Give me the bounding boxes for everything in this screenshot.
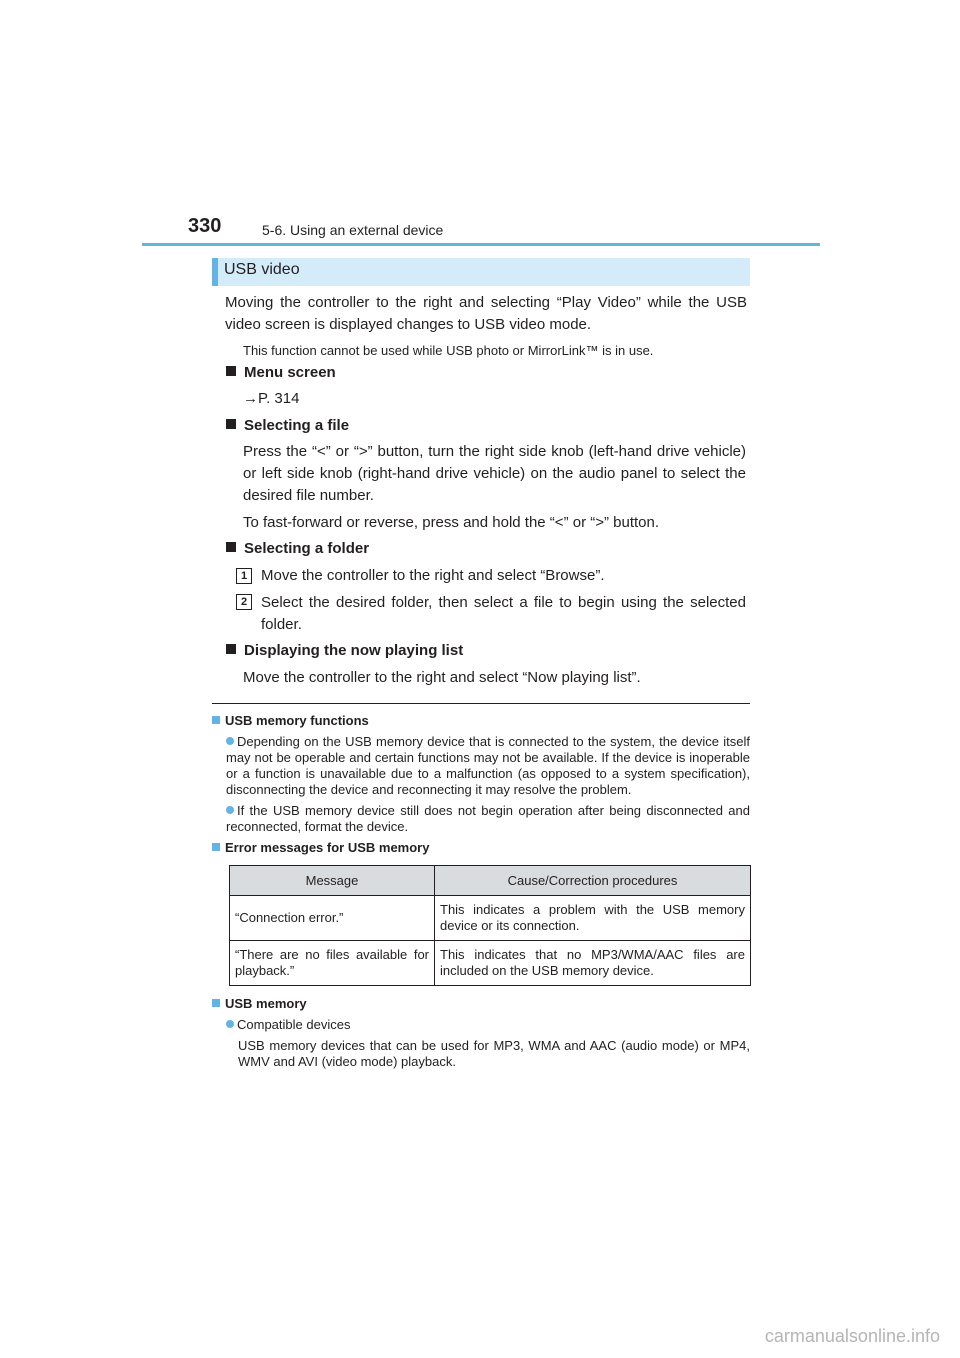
menu-screen-heading: Menu screen bbox=[226, 364, 336, 381]
step-text-1: Move the controller to the right and select “Browse”. bbox=[261, 567, 605, 584]
table-header-row bbox=[230, 866, 751, 896]
circle-bullet-icon bbox=[226, 1020, 234, 1028]
now-playing-heading: Displaying the now playing list bbox=[226, 642, 463, 659]
square-bullet-icon bbox=[212, 716, 220, 724]
square-bullet-icon bbox=[212, 999, 220, 1007]
usb-functions-heading: USB memory functions bbox=[212, 713, 369, 728]
chapter-title: 5-6. Using an external device bbox=[262, 222, 444, 238]
header-rule bbox=[142, 243, 820, 246]
table-row bbox=[230, 896, 751, 941]
step-number-1: 1 bbox=[236, 568, 252, 584]
step-text-2: Select the desired folder, then select a file to begin using the selected folder. bbox=[261, 594, 746, 633]
menu-screen-page-ref[interactable]: →P. 314 bbox=[243, 390, 300, 407]
circle-bullet-icon bbox=[226, 806, 234, 814]
square-bullet-icon bbox=[212, 843, 220, 851]
step-number-2: 2 bbox=[236, 594, 252, 610]
usb-memory-heading: USB memory bbox=[212, 996, 307, 1011]
table-header-cause: Cause/Correction procedures bbox=[435, 866, 751, 896]
table-cell-message: “There are no files available for playback.” bbox=[230, 941, 435, 986]
watermark: carmanualsonline.info bbox=[764, 1326, 940, 1346]
square-bullet-icon bbox=[226, 644, 236, 654]
square-bullet-icon bbox=[226, 366, 236, 376]
section-intro: Moving the controller to the right and selecting “Play Video” while the USB video screen is displayed changes to USB video mode. bbox=[225, 294, 747, 333]
section-note: This function cannot be used while USB photo or MirrorLink™ is in use. bbox=[243, 343, 654, 358]
section-title: USB video bbox=[224, 261, 300, 278]
square-bullet-icon bbox=[226, 542, 236, 552]
selecting-file-fast-forward: To fast-forward or reverse, press and hold the “<” or “>” button. bbox=[243, 514, 660, 531]
error-messages-table bbox=[229, 865, 751, 986]
table-header-message: Message bbox=[230, 866, 435, 896]
now-playing-text: Move the controller to the right and select “Now playing list”. bbox=[243, 669, 641, 686]
usb-functions-bullet-2: If the USB memory device still does not begin operation after being disconnected and reconnected, format the device. bbox=[226, 803, 750, 834]
square-bullet-icon bbox=[226, 419, 236, 429]
usb-memory-bullet: Compatible devices bbox=[226, 1017, 750, 1033]
selecting-folder-heading: Selecting a folder bbox=[226, 540, 369, 557]
notes-divider bbox=[212, 703, 750, 704]
table-cell-cause: This indicates a problem with the USB memory device or its connection. bbox=[435, 896, 751, 941]
error-messages-heading: Error messages for USB memory bbox=[212, 840, 429, 855]
selecting-file-heading: Selecting a file bbox=[226, 417, 349, 434]
usb-functions-bullet-1: Depending on the USB memory device that is connected to the system, the device itself may not be operable and certain functions may not be available. If the device is inoperable or a function is unavailable due to a malfunction (as opposed to a system specification), disconnecting the device and reconnecting it may resolve the problem. bbox=[226, 734, 750, 797]
circle-bullet-icon bbox=[226, 737, 234, 745]
selecting-file-text: Press the “<” or “>” button, turn the right side knob (left-hand drive vehicle) or left side knob (right-hand drive vehicle) on the audio panel to select the desired file number. bbox=[243, 443, 746, 504]
table-cell-message: “Connection error.” bbox=[230, 896, 435, 941]
table-row bbox=[230, 941, 751, 986]
table-cell-cause: This indicates that no MP3/WMA/AAC files are included on the USB memory device. bbox=[435, 941, 751, 986]
usb-memory-text: USB memory devices that can be used for MP3, WMA and AAC (audio mode) or MP4, WMV and AVI (video mode) playback. bbox=[238, 1038, 750, 1069]
page-number: 330 bbox=[188, 215, 222, 237]
